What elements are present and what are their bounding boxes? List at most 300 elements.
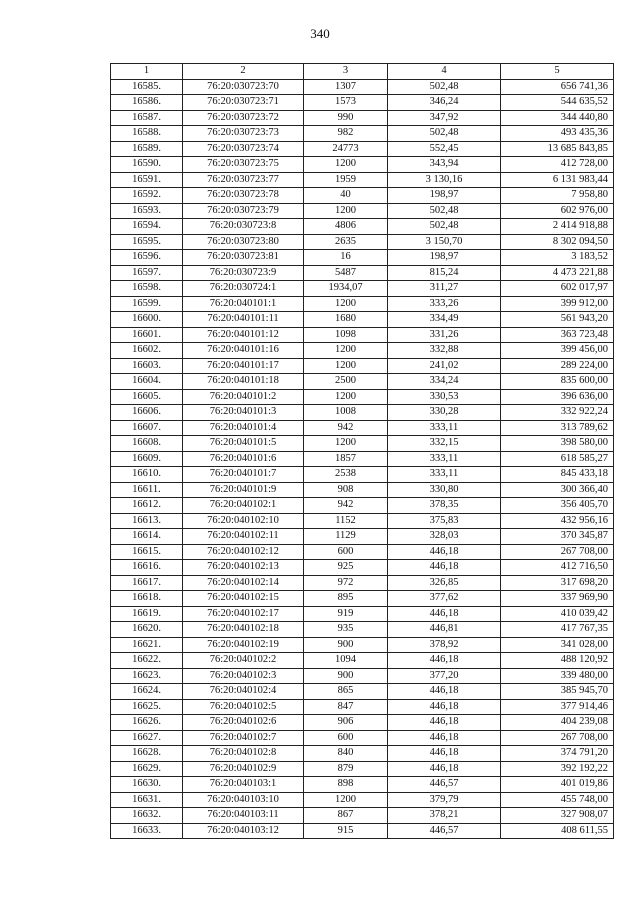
cadastral-value-cell: 656 741,36 [501, 79, 614, 95]
row-number-cell: 16594. [111, 219, 183, 235]
specific-value-cell: 375,83 [388, 513, 501, 529]
row-number-cell: 16624. [111, 684, 183, 700]
cadastral-value-cell: 267 708,00 [501, 544, 614, 560]
cadastral-number-cell: 76:20:040102:7 [183, 730, 304, 746]
cadastral-number-cell: 76:20:040102:11 [183, 529, 304, 545]
specific-value-cell: 446,18 [388, 560, 501, 576]
area-cell: 908 [304, 482, 388, 498]
specific-value-cell: 446,18 [388, 715, 501, 731]
table-row [111, 560, 614, 576]
specific-value-cell: 378,21 [388, 808, 501, 824]
cadastral-number-cell: 76:20:040102:17 [183, 606, 304, 622]
table-row [111, 591, 614, 607]
cadastral-value-cell: 412 716,50 [501, 560, 614, 576]
area-cell: 982 [304, 126, 388, 142]
cadastral-value-cell: 399 456,00 [501, 343, 614, 359]
table-row [111, 684, 614, 700]
cadastral-number-cell: 76:20:030723:8 [183, 219, 304, 235]
cadastral-number-cell: 76:20:040103:10 [183, 792, 304, 808]
cadastral-number-cell: 76:20:030723:81 [183, 250, 304, 266]
cadastral-number-cell: 76:20:040101:11 [183, 312, 304, 328]
row-number-cell: 16607. [111, 420, 183, 436]
area-cell: 847 [304, 699, 388, 715]
area-cell: 1098 [304, 327, 388, 343]
table-row [111, 777, 614, 793]
cadastral-number-cell: 76:20:040101:16 [183, 343, 304, 359]
specific-value-cell: 446,18 [388, 684, 501, 700]
row-number-cell: 16597. [111, 265, 183, 281]
table-row [111, 668, 614, 684]
specific-value-cell: 330,28 [388, 405, 501, 421]
cadastral-number-cell: 76:20:040102:15 [183, 591, 304, 607]
row-number-cell: 16608. [111, 436, 183, 452]
specific-value-cell: 502,48 [388, 219, 501, 235]
table-row [111, 622, 614, 638]
area-cell: 942 [304, 420, 388, 436]
cadastral-number-cell: 76:20:040103:1 [183, 777, 304, 793]
row-number-cell: 16588. [111, 126, 183, 142]
page-number: 340 [310, 26, 330, 41]
cadastral-value-cell: 618 585,27 [501, 451, 614, 467]
area-cell: 915 [304, 823, 388, 839]
specific-value-cell: 502,48 [388, 126, 501, 142]
specific-value-cell: 377,20 [388, 668, 501, 684]
specific-value-cell: 241,02 [388, 358, 501, 374]
area-cell: 1129 [304, 529, 388, 545]
row-number-cell: 16598. [111, 281, 183, 297]
specific-value-cell: 378,35 [388, 498, 501, 514]
cadastral-number-cell: 76:20:030723:77 [183, 172, 304, 188]
cadastral-number-cell: 76:20:040102:2 [183, 653, 304, 669]
area-cell: 1152 [304, 513, 388, 529]
cadastral-number-cell: 76:20:040101:17 [183, 358, 304, 374]
specific-value-cell: 446,18 [388, 730, 501, 746]
row-number-cell: 16600. [111, 312, 183, 328]
cadastral-value-cell: 8 302 094,50 [501, 234, 614, 250]
specific-value-cell: 377,62 [388, 591, 501, 607]
specific-value-cell: 446,18 [388, 544, 501, 560]
specific-value-cell: 3 150,70 [388, 234, 501, 250]
area-cell: 4806 [304, 219, 388, 235]
cadastral-number-cell: 76:20:030723:74 [183, 141, 304, 157]
table-row [111, 219, 614, 235]
table-row [111, 250, 614, 266]
specific-value-cell: 333,11 [388, 451, 501, 467]
table-row [111, 544, 614, 560]
specific-value-cell: 446,57 [388, 823, 501, 839]
area-cell: 900 [304, 637, 388, 653]
area-cell: 24773 [304, 141, 388, 157]
cadastral-value-cell: 370 345,87 [501, 529, 614, 545]
table-row [111, 451, 614, 467]
cadastral-value-cell: 374 791,20 [501, 746, 614, 762]
cadastral-number-cell: 76:20:030723:73 [183, 126, 304, 142]
row-number-cell: 16614. [111, 529, 183, 545]
specific-value-cell: 343,94 [388, 157, 501, 173]
area-cell: 900 [304, 668, 388, 684]
cadastral-value-cell: 300 366,40 [501, 482, 614, 498]
cadastral-value-cell: 404 239,08 [501, 715, 614, 731]
table-row [111, 95, 614, 111]
table-row [111, 467, 614, 483]
table-row [111, 730, 614, 746]
row-number-cell: 16623. [111, 668, 183, 684]
row-number-cell: 16611. [111, 482, 183, 498]
row-number-cell: 16622. [111, 653, 183, 669]
area-cell: 600 [304, 544, 388, 560]
specific-value-cell: 198,97 [388, 250, 501, 266]
cadastral-number-cell: 76:20:040101:6 [183, 451, 304, 467]
specific-value-cell: 347,92 [388, 110, 501, 126]
specific-value-cell: 446,18 [388, 761, 501, 777]
table-row [111, 157, 614, 173]
row-number-cell: 16615. [111, 544, 183, 560]
cadastral-value-cell: 6 131 983,44 [501, 172, 614, 188]
area-cell: 919 [304, 606, 388, 622]
cadastral-value-cell: 455 748,00 [501, 792, 614, 808]
cadastral-number-cell: 76:20:040101:12 [183, 327, 304, 343]
cadastral-value-cell: 356 405,70 [501, 498, 614, 514]
table-row [111, 188, 614, 204]
area-cell: 1200 [304, 436, 388, 452]
cadastral-number-cell: 76:20:040101:1 [183, 296, 304, 312]
row-number-cell: 16631. [111, 792, 183, 808]
cadastral-value-cell: 4 473 221,88 [501, 265, 614, 281]
specific-value-cell: 333,26 [388, 296, 501, 312]
row-number-cell: 16602. [111, 343, 183, 359]
row-number-cell: 16604. [111, 374, 183, 390]
cadastral-value-cell: 410 039,42 [501, 606, 614, 622]
table-row [111, 126, 614, 142]
area-cell: 865 [304, 684, 388, 700]
area-cell: 2500 [304, 374, 388, 390]
cadastral-number-cell: 76:20:040102:8 [183, 746, 304, 762]
specific-value-cell: 446,81 [388, 622, 501, 638]
table-row [111, 746, 614, 762]
row-number-cell: 16612. [111, 498, 183, 514]
table-row [111, 234, 614, 250]
area-cell: 2635 [304, 234, 388, 250]
cadastral-value-cell: 392 192,22 [501, 761, 614, 777]
row-number-cell: 16590. [111, 157, 183, 173]
cadastral-number-cell: 76:20:040101:5 [183, 436, 304, 452]
area-cell: 40 [304, 188, 388, 204]
area-cell: 840 [304, 746, 388, 762]
cadastral-number-cell: 76:20:040102:13 [183, 560, 304, 576]
cadastral-value-cell: 398 580,00 [501, 436, 614, 452]
area-cell: 867 [304, 808, 388, 824]
cadastral-value-cell: 337 969,90 [501, 591, 614, 607]
table-row [111, 653, 614, 669]
area-cell: 898 [304, 777, 388, 793]
cadastral-number-cell: 76:20:030723:78 [183, 188, 304, 204]
row-number-cell: 16619. [111, 606, 183, 622]
table-row [111, 343, 614, 359]
cadastral-number-cell: 76:20:040101:2 [183, 389, 304, 405]
table-row [111, 389, 614, 405]
cadastral-number-cell: 76:20:040102:5 [183, 699, 304, 715]
row-number-cell: 16605. [111, 389, 183, 405]
cadastral-value-cell: 417 767,35 [501, 622, 614, 638]
cadastral-value-cell: 561 943,20 [501, 312, 614, 328]
row-number-cell: 16616. [111, 560, 183, 576]
cadastral-value-cell: 412 728,00 [501, 157, 614, 173]
specific-value-cell: 328,03 [388, 529, 501, 545]
cadastral-value-cell: 408 611,55 [501, 823, 614, 839]
area-cell: 600 [304, 730, 388, 746]
cadastral-value-table [110, 63, 614, 839]
table-row [111, 792, 614, 808]
table-row [111, 482, 614, 498]
specific-value-cell: 446,18 [388, 653, 501, 669]
area-cell: 925 [304, 560, 388, 576]
row-number-cell: 16620. [111, 622, 183, 638]
row-number-cell: 16625. [111, 699, 183, 715]
area-cell: 1200 [304, 203, 388, 219]
cadastral-value-cell: 344 440,80 [501, 110, 614, 126]
cadastral-value-cell: 267 708,00 [501, 730, 614, 746]
area-cell: 879 [304, 761, 388, 777]
specific-value-cell: 198,97 [388, 188, 501, 204]
cadastral-number-cell: 76:20:040102:3 [183, 668, 304, 684]
specific-value-cell: 378,92 [388, 637, 501, 653]
cadastral-value-cell: 602 976,00 [501, 203, 614, 219]
cadastral-value-cell: 401 019,86 [501, 777, 614, 793]
row-number-cell: 16599. [111, 296, 183, 312]
row-number-cell: 16591. [111, 172, 183, 188]
cadastral-number-cell: 76:20:030723:9 [183, 265, 304, 281]
table-row [111, 141, 614, 157]
table-row [111, 436, 614, 452]
cadastral-number-cell: 76:20:040102:18 [183, 622, 304, 638]
area-cell: 1307 [304, 79, 388, 95]
area-cell: 1934,07 [304, 281, 388, 297]
table-row [111, 420, 614, 436]
cadastral-value-cell: 493 435,36 [501, 126, 614, 142]
cadastral-number-cell: 76:20:040102:1 [183, 498, 304, 514]
cadastral-value-cell: 327 908,07 [501, 808, 614, 824]
row-number-cell: 16617. [111, 575, 183, 591]
area-cell: 990 [304, 110, 388, 126]
cadastral-value-cell: 317 698,20 [501, 575, 614, 591]
row-number-cell: 16609. [111, 451, 183, 467]
area-cell: 942 [304, 498, 388, 514]
row-number-cell: 16613. [111, 513, 183, 529]
cadastral-number-cell: 76:20:040102:14 [183, 575, 304, 591]
cadastral-value-cell: 363 723,48 [501, 327, 614, 343]
column-header-3: 3 [304, 64, 388, 80]
area-cell: 1573 [304, 95, 388, 111]
row-number-cell: 16618. [111, 591, 183, 607]
table-row [111, 637, 614, 653]
row-number-cell: 16633. [111, 823, 183, 839]
cadastral-value-cell: 377 914,46 [501, 699, 614, 715]
cadastral-number-cell: 76:20:030723:80 [183, 234, 304, 250]
table-header-row [111, 64, 614, 80]
cadastral-number-cell: 76:20:040101:9 [183, 482, 304, 498]
table-row [111, 513, 614, 529]
specific-value-cell: 334,24 [388, 374, 501, 390]
area-cell: 5487 [304, 265, 388, 281]
row-number-cell: 16630. [111, 777, 183, 793]
cadastral-value-cell: 835 600,00 [501, 374, 614, 390]
cadastral-value-cell: 13 685 843,85 [501, 141, 614, 157]
specific-value-cell: 502,48 [388, 203, 501, 219]
column-header-1: 1 [111, 64, 183, 80]
row-number-cell: 16589. [111, 141, 183, 157]
cadastral-value-cell: 339 480,00 [501, 668, 614, 684]
area-cell: 1200 [304, 296, 388, 312]
area-cell: 1094 [304, 653, 388, 669]
cadastral-number-cell: 76:20:040101:7 [183, 467, 304, 483]
specific-value-cell: 446,18 [388, 746, 501, 762]
cadastral-value-cell: 7 958,80 [501, 188, 614, 204]
row-number-cell: 16601. [111, 327, 183, 343]
cadastral-value-cell: 602 017,97 [501, 281, 614, 297]
specific-value-cell: 333,11 [388, 467, 501, 483]
area-cell: 895 [304, 591, 388, 607]
table-row [111, 265, 614, 281]
table-row [111, 312, 614, 328]
specific-value-cell: 333,11 [388, 420, 501, 436]
table-row [111, 606, 614, 622]
specific-value-cell: 446,57 [388, 777, 501, 793]
cadastral-value-cell: 845 433,18 [501, 467, 614, 483]
area-cell: 1200 [304, 343, 388, 359]
cadastral-number-cell: 76:20:030723:72 [183, 110, 304, 126]
row-number-cell: 16585. [111, 79, 183, 95]
cadastral-value-cell: 3 183,52 [501, 250, 614, 266]
table-row [111, 529, 614, 545]
table-row [111, 498, 614, 514]
cadastral-value-cell: 341 028,00 [501, 637, 614, 653]
cadastral-number-cell: 76:20:040101:3 [183, 405, 304, 421]
specific-value-cell: 346,24 [388, 95, 501, 111]
row-number-cell: 16626. [111, 715, 183, 731]
cadastral-value-cell: 544 635,52 [501, 95, 614, 111]
table-row [111, 823, 614, 839]
row-number-cell: 16627. [111, 730, 183, 746]
row-number-cell: 16606. [111, 405, 183, 421]
table-body [111, 79, 614, 839]
specific-value-cell: 332,88 [388, 343, 501, 359]
row-number-cell: 16592. [111, 188, 183, 204]
cadastral-value-cell: 396 636,00 [501, 389, 614, 405]
cadastral-value-cell: 488 120,92 [501, 653, 614, 669]
cadastral-number-cell: 76:20:030724:1 [183, 281, 304, 297]
specific-value-cell: 446,18 [388, 699, 501, 715]
table-row [111, 203, 614, 219]
row-number-cell: 16628. [111, 746, 183, 762]
cadastral-value-cell: 332 922,24 [501, 405, 614, 421]
specific-value-cell: 330,53 [388, 389, 501, 405]
table-row [111, 327, 614, 343]
area-cell: 16 [304, 250, 388, 266]
specific-value-cell: 311,27 [388, 281, 501, 297]
area-cell: 1680 [304, 312, 388, 328]
cadastral-number-cell: 76:20:040102:9 [183, 761, 304, 777]
cadastral-value-cell: 313 789,62 [501, 420, 614, 436]
row-number-cell: 16610. [111, 467, 183, 483]
specific-value-cell: 3 130,16 [388, 172, 501, 188]
area-cell: 1200 [304, 358, 388, 374]
cadastral-number-cell: 76:20:040103:11 [183, 808, 304, 824]
cadastral-number-cell: 76:20:030723:70 [183, 79, 304, 95]
table-row [111, 296, 614, 312]
cadastral-number-cell: 76:20:040102:10 [183, 513, 304, 529]
row-number-cell: 16629. [111, 761, 183, 777]
cadastral-number-cell: 76:20:040103:12 [183, 823, 304, 839]
table-row [111, 358, 614, 374]
cadastral-number-cell: 76:20:040102:12 [183, 544, 304, 560]
area-cell: 1200 [304, 792, 388, 808]
area-cell: 2538 [304, 467, 388, 483]
table-row [111, 110, 614, 126]
table-row [111, 374, 614, 390]
table-row [111, 808, 614, 824]
specific-value-cell: 326,85 [388, 575, 501, 591]
table-row [111, 79, 614, 95]
specific-value-cell: 331,26 [388, 327, 501, 343]
area-cell: 1959 [304, 172, 388, 188]
specific-value-cell: 334,49 [388, 312, 501, 328]
cadastral-number-cell: 76:20:030723:79 [183, 203, 304, 219]
table-row [111, 575, 614, 591]
cadastral-value-cell: 385 945,70 [501, 684, 614, 700]
area-cell: 1200 [304, 389, 388, 405]
row-number-cell: 16632. [111, 808, 183, 824]
cadastral-number-cell: 76:20:030723:71 [183, 95, 304, 111]
row-number-cell: 16621. [111, 637, 183, 653]
row-number-cell: 16593. [111, 203, 183, 219]
column-header-5: 5 [501, 64, 614, 80]
cadastral-value-cell: 399 912,00 [501, 296, 614, 312]
row-number-cell: 16596. [111, 250, 183, 266]
area-cell: 935 [304, 622, 388, 638]
cadastral-value-cell: 289 224,00 [501, 358, 614, 374]
area-cell: 972 [304, 575, 388, 591]
column-header-2: 2 [183, 64, 304, 80]
specific-value-cell: 332,15 [388, 436, 501, 452]
specific-value-cell: 552,45 [388, 141, 501, 157]
row-number-cell: 16586. [111, 95, 183, 111]
area-cell: 1008 [304, 405, 388, 421]
table-row [111, 761, 614, 777]
cadastral-value-cell: 432 956,16 [501, 513, 614, 529]
table-row [111, 699, 614, 715]
area-cell: 1857 [304, 451, 388, 467]
table-row [111, 281, 614, 297]
table-row [111, 715, 614, 731]
specific-value-cell: 379,79 [388, 792, 501, 808]
cadastral-number-cell: 76:20:040102:6 [183, 715, 304, 731]
cadastral-number-cell: 76:20:040101:18 [183, 374, 304, 390]
area-cell: 906 [304, 715, 388, 731]
cadastral-number-cell: 76:20:040102:4 [183, 684, 304, 700]
row-number-cell: 16595. [111, 234, 183, 250]
specific-value-cell: 502,48 [388, 79, 501, 95]
specific-value-cell: 815,24 [388, 265, 501, 281]
specific-value-cell: 330,80 [388, 482, 501, 498]
row-number-cell: 16587. [111, 110, 183, 126]
cadastral-value-cell: 2 414 918,88 [501, 219, 614, 235]
specific-value-cell: 446,18 [388, 606, 501, 622]
cadastral-number-cell: 76:20:030723:75 [183, 157, 304, 173]
cadastral-number-cell: 76:20:040101:4 [183, 420, 304, 436]
cadastral-number-cell: 76:20:040102:19 [183, 637, 304, 653]
row-number-cell: 16603. [111, 358, 183, 374]
area-cell: 1200 [304, 157, 388, 173]
